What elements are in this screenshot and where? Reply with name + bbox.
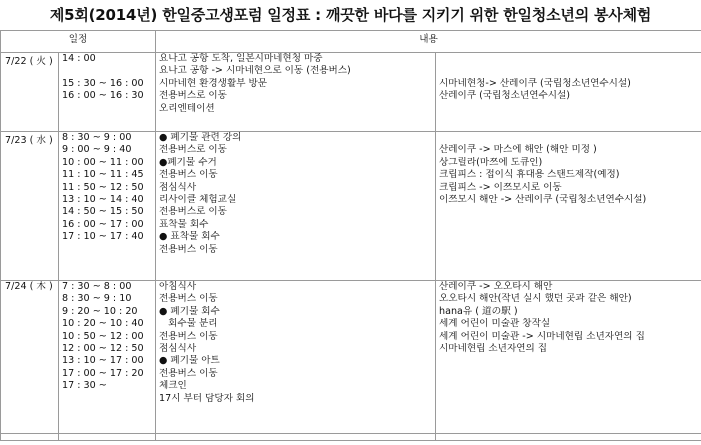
time-slot: 7 : 30 ~ 8 : 00 — [62, 281, 132, 292]
time-slot: 17 : 00 ~ 17 : 20 — [62, 367, 144, 379]
activity-item: ●폐기물 수거 — [159, 156, 217, 168]
activity-item: 아침식사 — [159, 281, 197, 292]
time-slot: 16 : 00 ~ 17 : 00 — [62, 218, 144, 230]
activity-item: 전용버스 이동 — [159, 243, 218, 255]
activity-item: 리사이클 체험교실 — [159, 193, 237, 205]
activity-item: ● 폐기물 회수 — [159, 305, 220, 317]
activity-item: ● 표착물 회수 — [159, 231, 220, 243]
page-title: 제5회(2014년) 한일중고생포럼 일정표 : 깨끗한 바다를 지키기 위한 한일청소년의 봉사체험 — [0, 0, 701, 31]
activity-item: 점심식사 — [159, 342, 197, 354]
time-slot: 11 : 10 ~ 11 : 45 — [62, 169, 144, 181]
empty-cell — [59, 434, 156, 441]
day-date — [1, 281, 59, 434]
activity-item: ● 폐기물 아트 — [159, 355, 220, 367]
activity-cell — [156, 132, 436, 281]
time-slot: 8 : 30 ~ 9 : 00 — [62, 132, 132, 143]
evening-item: 상그릴라(마쯔에 도큐인) — [439, 156, 543, 168]
time-slot: 9 : 20 ~ 10 : 20 — [62, 305, 138, 317]
evening-item: 산레이쿠 (국립청소년연수시설) — [439, 90, 571, 102]
evening-item: 시마네현립 소년자연의 집 — [439, 342, 548, 354]
evening-item: 오오타시 해안(작년 실시 했던 곳과 같은 해안) — [439, 293, 632, 305]
time-cell — [59, 132, 156, 281]
time-slot: 16 : 00 ~ 16 : 30 — [62, 90, 144, 102]
activity-cell — [156, 53, 436, 132]
evening-item — [436, 53, 701, 65]
evening-item: 산레이쿠 -> 마스에 해안 (해안 미정 ) — [439, 144, 597, 156]
activity-item: 표착물 회수 — [159, 218, 209, 230]
time-slot: 10 : 00 ~ 11 : 00 — [62, 156, 144, 168]
schedule-table — [0, 30, 701, 441]
evening-item: 크립피스 : 접이식 휴대용 스탠드제작(예정) — [439, 169, 620, 181]
time-slot: 10 : 50 ~ 12 : 00 — [62, 330, 144, 342]
evening-item: 크립피스 -> 이쯔모시로 이동 — [439, 181, 562, 193]
time-slot: 8 : 30 ~ 9 : 10 — [62, 293, 132, 305]
evening-item: 세계 어린이 미술관 -> 시마네현립 소년자연의 집 — [439, 330, 645, 342]
activity-item: 오리엔테이션 — [159, 102, 215, 114]
activity-item: 점심식사 — [159, 181, 197, 193]
day-date-text: 7/23 ( 水 ) — [5, 135, 53, 146]
evening-cell — [436, 281, 701, 434]
time-cell — [59, 53, 156, 132]
activity-item: 요나고 공항 도착, 일본시마네현청 마중 — [159, 53, 323, 64]
day-row — [1, 53, 701, 132]
activity-item: ● 폐기물 관련 강의 — [159, 132, 242, 143]
activity-item: 전용버스 이동 — [159, 293, 218, 305]
activity-item: 17시 부터 담당자 회의 — [159, 392, 255, 404]
date-column-header: 일정 — [1, 31, 156, 53]
evening-cell — [436, 132, 701, 281]
day-date-text: 7/22 ( 火 ) — [5, 56, 53, 67]
empty-cell — [1, 434, 59, 441]
activity-item: 시마네현 환경생활부 방문 — [159, 77, 268, 89]
time-slot — [59, 65, 155, 77]
time-cell — [59, 281, 156, 434]
time-slot: 11 : 50 ~ 12 : 50 — [62, 181, 144, 193]
day-date-text: 7/24 ( 木 ) — [5, 281, 53, 292]
time-slot: 13 : 10 ~ 14 : 40 — [62, 193, 144, 205]
activity-item: 전용버스로 이동 — [159, 206, 227, 218]
activity-item: 회수물 분리 — [159, 318, 218, 330]
evening-cell — [436, 53, 701, 132]
activity-item: 요나고 공항 -> 시마네현으로 이동 (전용버스) — [159, 65, 351, 77]
time-slot: 12 : 00 ~ 12 : 50 — [62, 342, 144, 354]
empty-cell — [156, 434, 436, 441]
evening-item: 세계 어린이 미술관 창작실 — [439, 318, 551, 330]
header-row — [1, 31, 701, 53]
activity-cell — [156, 281, 436, 434]
time-slot: 13 : 10 ~ 17 : 00 — [62, 355, 144, 367]
activity-item: 전용버스 이동 — [159, 169, 218, 181]
evening-item: 산레이쿠 -> 오오타시 해안 — [439, 281, 553, 292]
activity-item: 전용버스 이동 — [159, 330, 218, 342]
time-slot: 9 : 00 ~ 9 : 40 — [62, 144, 132, 156]
evening-item: 이쯔모시 해안 -> 산레이쿠 (국립청소년연수시설) — [439, 193, 647, 205]
day-row — [1, 132, 701, 281]
table-tail-row — [1, 434, 701, 441]
time-slot: 17 : 10 ~ 17 : 40 — [62, 231, 144, 243]
day-date — [1, 132, 59, 281]
time-slot: 10 : 20 ~ 10 : 40 — [62, 318, 144, 330]
time-slot: 17 : 30 ~ — [62, 380, 107, 392]
evening-item: hana유 ( 道の駅 ) — [439, 305, 518, 317]
time-slot: 14 : 50 ~ 15 : 50 — [62, 206, 144, 218]
content-column-header: 내용 — [156, 31, 701, 53]
time-slot: 15 : 30 ~ 16 : 00 — [62, 77, 144, 89]
evening-item — [436, 132, 701, 144]
day-row — [1, 281, 701, 434]
activity-item: 체크인 — [159, 380, 187, 392]
activity-item: 전용버스 이동 — [159, 367, 218, 379]
evening-item: 시마네현청-> 산레이쿠 (국립청소년연수시설) — [439, 77, 631, 89]
time-slot: 14 : 00 — [62, 53, 96, 64]
activity-item: 전용버스로 이동 — [159, 90, 227, 102]
empty-cell — [436, 434, 701, 441]
evening-item — [436, 65, 701, 77]
activity-item: 전용버스로 이동 — [159, 144, 227, 156]
day-date — [1, 53, 59, 132]
